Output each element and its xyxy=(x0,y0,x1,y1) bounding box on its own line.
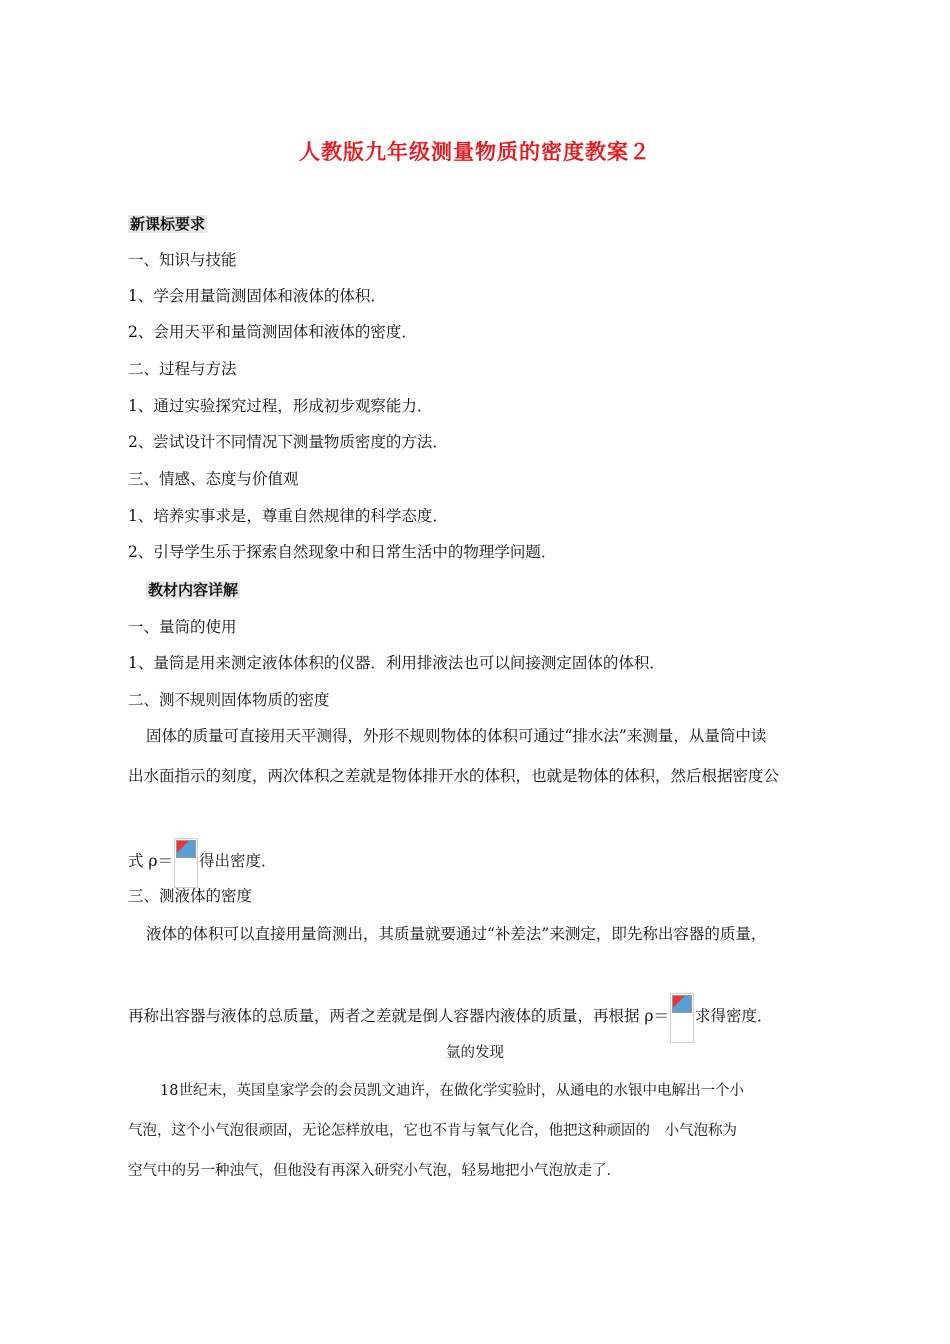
text-line: 二、过程与方法 xyxy=(128,360,237,378)
text-line: 二、测不规则固体物质的密度 xyxy=(128,691,330,709)
image-thumbnail-icon xyxy=(176,840,196,858)
text-line: 液体的体积可以直接用量筒测出，其质量就要通过“补差法”来测定，即先称出容器的质量， xyxy=(146,925,767,943)
text-line: 1、培养实事求是，尊重自然规律的科学态度． xyxy=(128,507,448,525)
text-line: 三、测液体的密度 xyxy=(128,887,253,905)
text-line: 一、量筒的使用 xyxy=(128,618,237,636)
section-heading-curriculum xyxy=(128,214,207,234)
story-line: 空气中的另一种浊气，但他没有再深入研究小气泡，轻易地把小气泡放走了． xyxy=(128,1163,621,1179)
text-line: 1、学会用量筒测固体和液体的体积． xyxy=(128,287,386,305)
text-line: 1、通过实验探究过程，形成初步观察能力． xyxy=(128,397,433,415)
broken-image-icon xyxy=(174,838,198,888)
text-line: 三、情感、态度与价值观 xyxy=(128,470,299,488)
formula-prefix: 式 ρ＝ xyxy=(128,852,174,870)
story-title: 氩的发现 xyxy=(446,1045,504,1061)
story-line: 18世纪末，英国皇家学会的会员凯文迪许，在做化学实验时，从通电的水银中电解出一个小 xyxy=(160,1083,744,1099)
text-line: 2、引导学生乐于探索自然现象中和日常生活中的物理学问题． xyxy=(128,543,557,561)
heading-text: 新课标要求 xyxy=(130,215,206,233)
formula-prefix: 再称出容器与液体的总质量，两者之差就是倒人容器内液体的质量，再根据 ρ＝ xyxy=(128,1007,670,1025)
text-line: 固体的质量可直接用天平测得，外形不规则物体的体积可通过“排水法”来测量，从量筒中读 xyxy=(146,727,767,745)
formula-line xyxy=(128,993,773,1043)
broken-image-icon xyxy=(670,993,694,1043)
text-line: 2、尝试设计不同情况下测量物质密度的方法． xyxy=(128,433,448,451)
formula-suffix: 得出密度． xyxy=(199,852,277,870)
text-line: 1、量筒是用来测定液体体积的仪器．利用排液法也可以间接测定固体的体积． xyxy=(128,654,665,672)
image-thumbnail-icon xyxy=(672,995,692,1013)
document-title: 人教版九年级测量物质的密度教案２ xyxy=(299,140,651,164)
section-heading-content xyxy=(146,580,240,600)
formula-line xyxy=(128,838,277,888)
story-line: 气泡，这个小气泡很顽固，无论怎样放电，它也不肯与氧气化合，他把这种顽固的 小气泡称为 xyxy=(128,1123,737,1139)
formula-suffix: 求得密度． xyxy=(695,1007,773,1025)
text-line: 2、会用天平和量筒测固体和液体的密度． xyxy=(128,323,417,341)
text-line: 一、知识与技能 xyxy=(128,251,237,269)
heading-text: 教材内容详解 xyxy=(148,581,239,599)
text-line: 出水面指示的刻度，两次体积之差就是物体排开水的体积，也就是物体的体积，然后根据密度公 xyxy=(128,767,780,785)
